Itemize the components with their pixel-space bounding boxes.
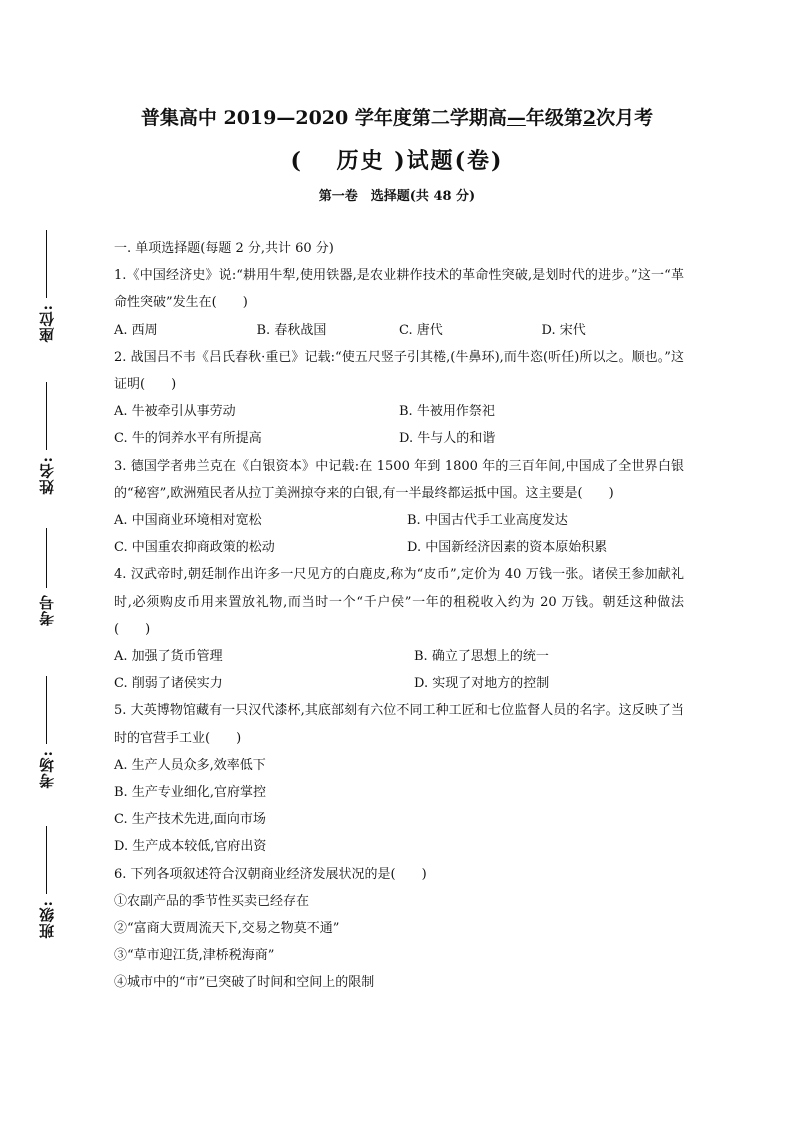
option-a[interactable]: A. 西周 — [114, 322, 158, 338]
option-d[interactable]: D. 生产成本较低,官府出资 — [114, 839, 267, 855]
question-1-stem: 1.《中国经济史》说:“耕用牛犁,使用铁器,是农业耕作技术的革命性突破,是划时代的进步。”这一“革命性突破”发生在( ) — [114, 268, 684, 311]
seat-field-line — [46, 230, 47, 298]
exam-number-field-line — [46, 528, 47, 588]
option-d[interactable]: D. 中国新经济因素的资本原始积累 — [407, 540, 608, 556]
option-b[interactable]: B. 春秋战国 — [256, 322, 327, 338]
exam-number-field[interactable] — [26, 528, 66, 626]
statement-3: ③“草市迎江货,津桥税海商” — [114, 948, 275, 964]
option-c[interactable]: C. 生产技术先进,面向市场 — [114, 812, 266, 828]
name-field-line — [46, 382, 47, 450]
class-field[interactable] — [26, 826, 66, 939]
section-heading: 第一卷 选择题(共 48 分) — [318, 189, 476, 204]
question-list — [114, 235, 684, 997]
option-b[interactable]: B. 确立了思想上的统一 — [414, 649, 549, 665]
name-field[interactable] — [26, 382, 66, 495]
question-1-options — [114, 317, 684, 344]
title-mid: 年级第 — [525, 107, 583, 129]
option-c[interactable]: C. 唐代 — [399, 322, 443, 338]
option-b[interactable]: B. 中国古代手工业高度发达 — [407, 513, 568, 529]
question-2-options-row2 — [114, 425, 684, 452]
question-3-options-row1 — [114, 507, 684, 534]
name-label: 姓名: — [37, 456, 56, 495]
part-heading: 一. 单项选择题(每题 2 分,共计 60 分) — [114, 241, 334, 256]
grade-blank: — — [506, 107, 526, 129]
question-4-options-row2 — [114, 670, 684, 697]
class-label: 班级: — [37, 900, 56, 939]
option-a[interactable]: A. 牛被牵引从事劳动 — [114, 404, 236, 420]
option-d[interactable]: D. 实现了对地方的控制 — [414, 676, 550, 692]
exam-room-field[interactable] — [26, 676, 66, 789]
statement-4: ④城市中的“市”已突破了时间和空间上的限制 — [114, 975, 375, 991]
question-4-options-row1 — [114, 643, 684, 670]
title-suffix: 次月考 — [596, 107, 654, 129]
question-3-options-row2 — [114, 534, 684, 561]
title-prefix: 普集高中 2019—2020 学年度第二学期高 — [140, 107, 507, 129]
seat-field[interactable] — [26, 230, 66, 343]
option-c[interactable]: C. 中国重农抑商政策的松动 — [114, 540, 275, 556]
statement-2: ②“富商大贾周流天下,交易之物莫不通” — [114, 921, 340, 937]
statement-1: ①农副产品的季节性买卖已经存在 — [114, 893, 310, 909]
option-b[interactable]: B. 牛被用作祭祀 — [399, 404, 495, 420]
exam-room-label: 考场: — [37, 750, 56, 789]
option-a[interactable]: A. 加强了货币管理 — [114, 649, 223, 665]
option-a[interactable]: A. 中国商业环境相对宽松 — [114, 513, 262, 529]
question-4-stem: 4. 汉武帝时,朝廷制作出许多一尺见方的白鹿皮,称为“皮币”,定价为 40 万钱一张。诸侯王参加献礼时,必须购皮币用来置放礼物,而当时一个“千户侯”一年的租税收入约为 20 万钱。朝廷这种做法( ) — [114, 567, 684, 637]
seat-label: 座位: — [37, 304, 56, 343]
exam-title — [0, 103, 794, 130]
option-c[interactable]: C. 削弱了诸侯实力 — [114, 676, 223, 692]
exam-number: 2 — [582, 107, 597, 129]
question-2-stem: 2. 战国吕不韦《吕氏春秋·重已》记载:“使五尺竖子引其棬,(牛鼻环),而牛恣(听任)所以之。顺也。”这证明( ) — [114, 349, 684, 393]
class-field-line — [46, 826, 47, 894]
option-a[interactable]: A. 生产人员众多,效率低下 — [114, 757, 266, 773]
question-6-stem: 6. 下列各项叙述符合汉朝商业经济发展状况的是( ) — [114, 866, 427, 882]
option-c[interactable]: C. 牛的饲养水平有所提高 — [114, 431, 262, 447]
question-3-stem: 3. 德国学者弗兰克在《白银资本》中记载:在 1500 年到 1800 年的三百年间,中国成了全世界白银的“秘窖”,欧洲殖民者从拉丁美洲掠夺来的白银,有一半最终都运抵中国。这主要是( ) — [114, 458, 684, 501]
question-2-options-row1 — [114, 398, 684, 425]
exam-room-field-line — [46, 676, 47, 744]
question-5-stem: 5. 大英博物馆藏有一只汉代漆杯,其底部刻有六位不同工种工匠和七位监督人员的名字。这反映了当时的官营手工业( ) — [114, 703, 684, 746]
option-d[interactable]: D. 宋代 — [541, 322, 586, 338]
option-b[interactable]: B. 生产专业细化,官府掌控 — [114, 785, 266, 801]
option-d[interactable]: D. 牛与人的和谐 — [399, 431, 496, 447]
subject-title: ( 历史 )试题(卷) — [290, 148, 504, 174]
exam-number-label: 考号 — [37, 594, 56, 626]
